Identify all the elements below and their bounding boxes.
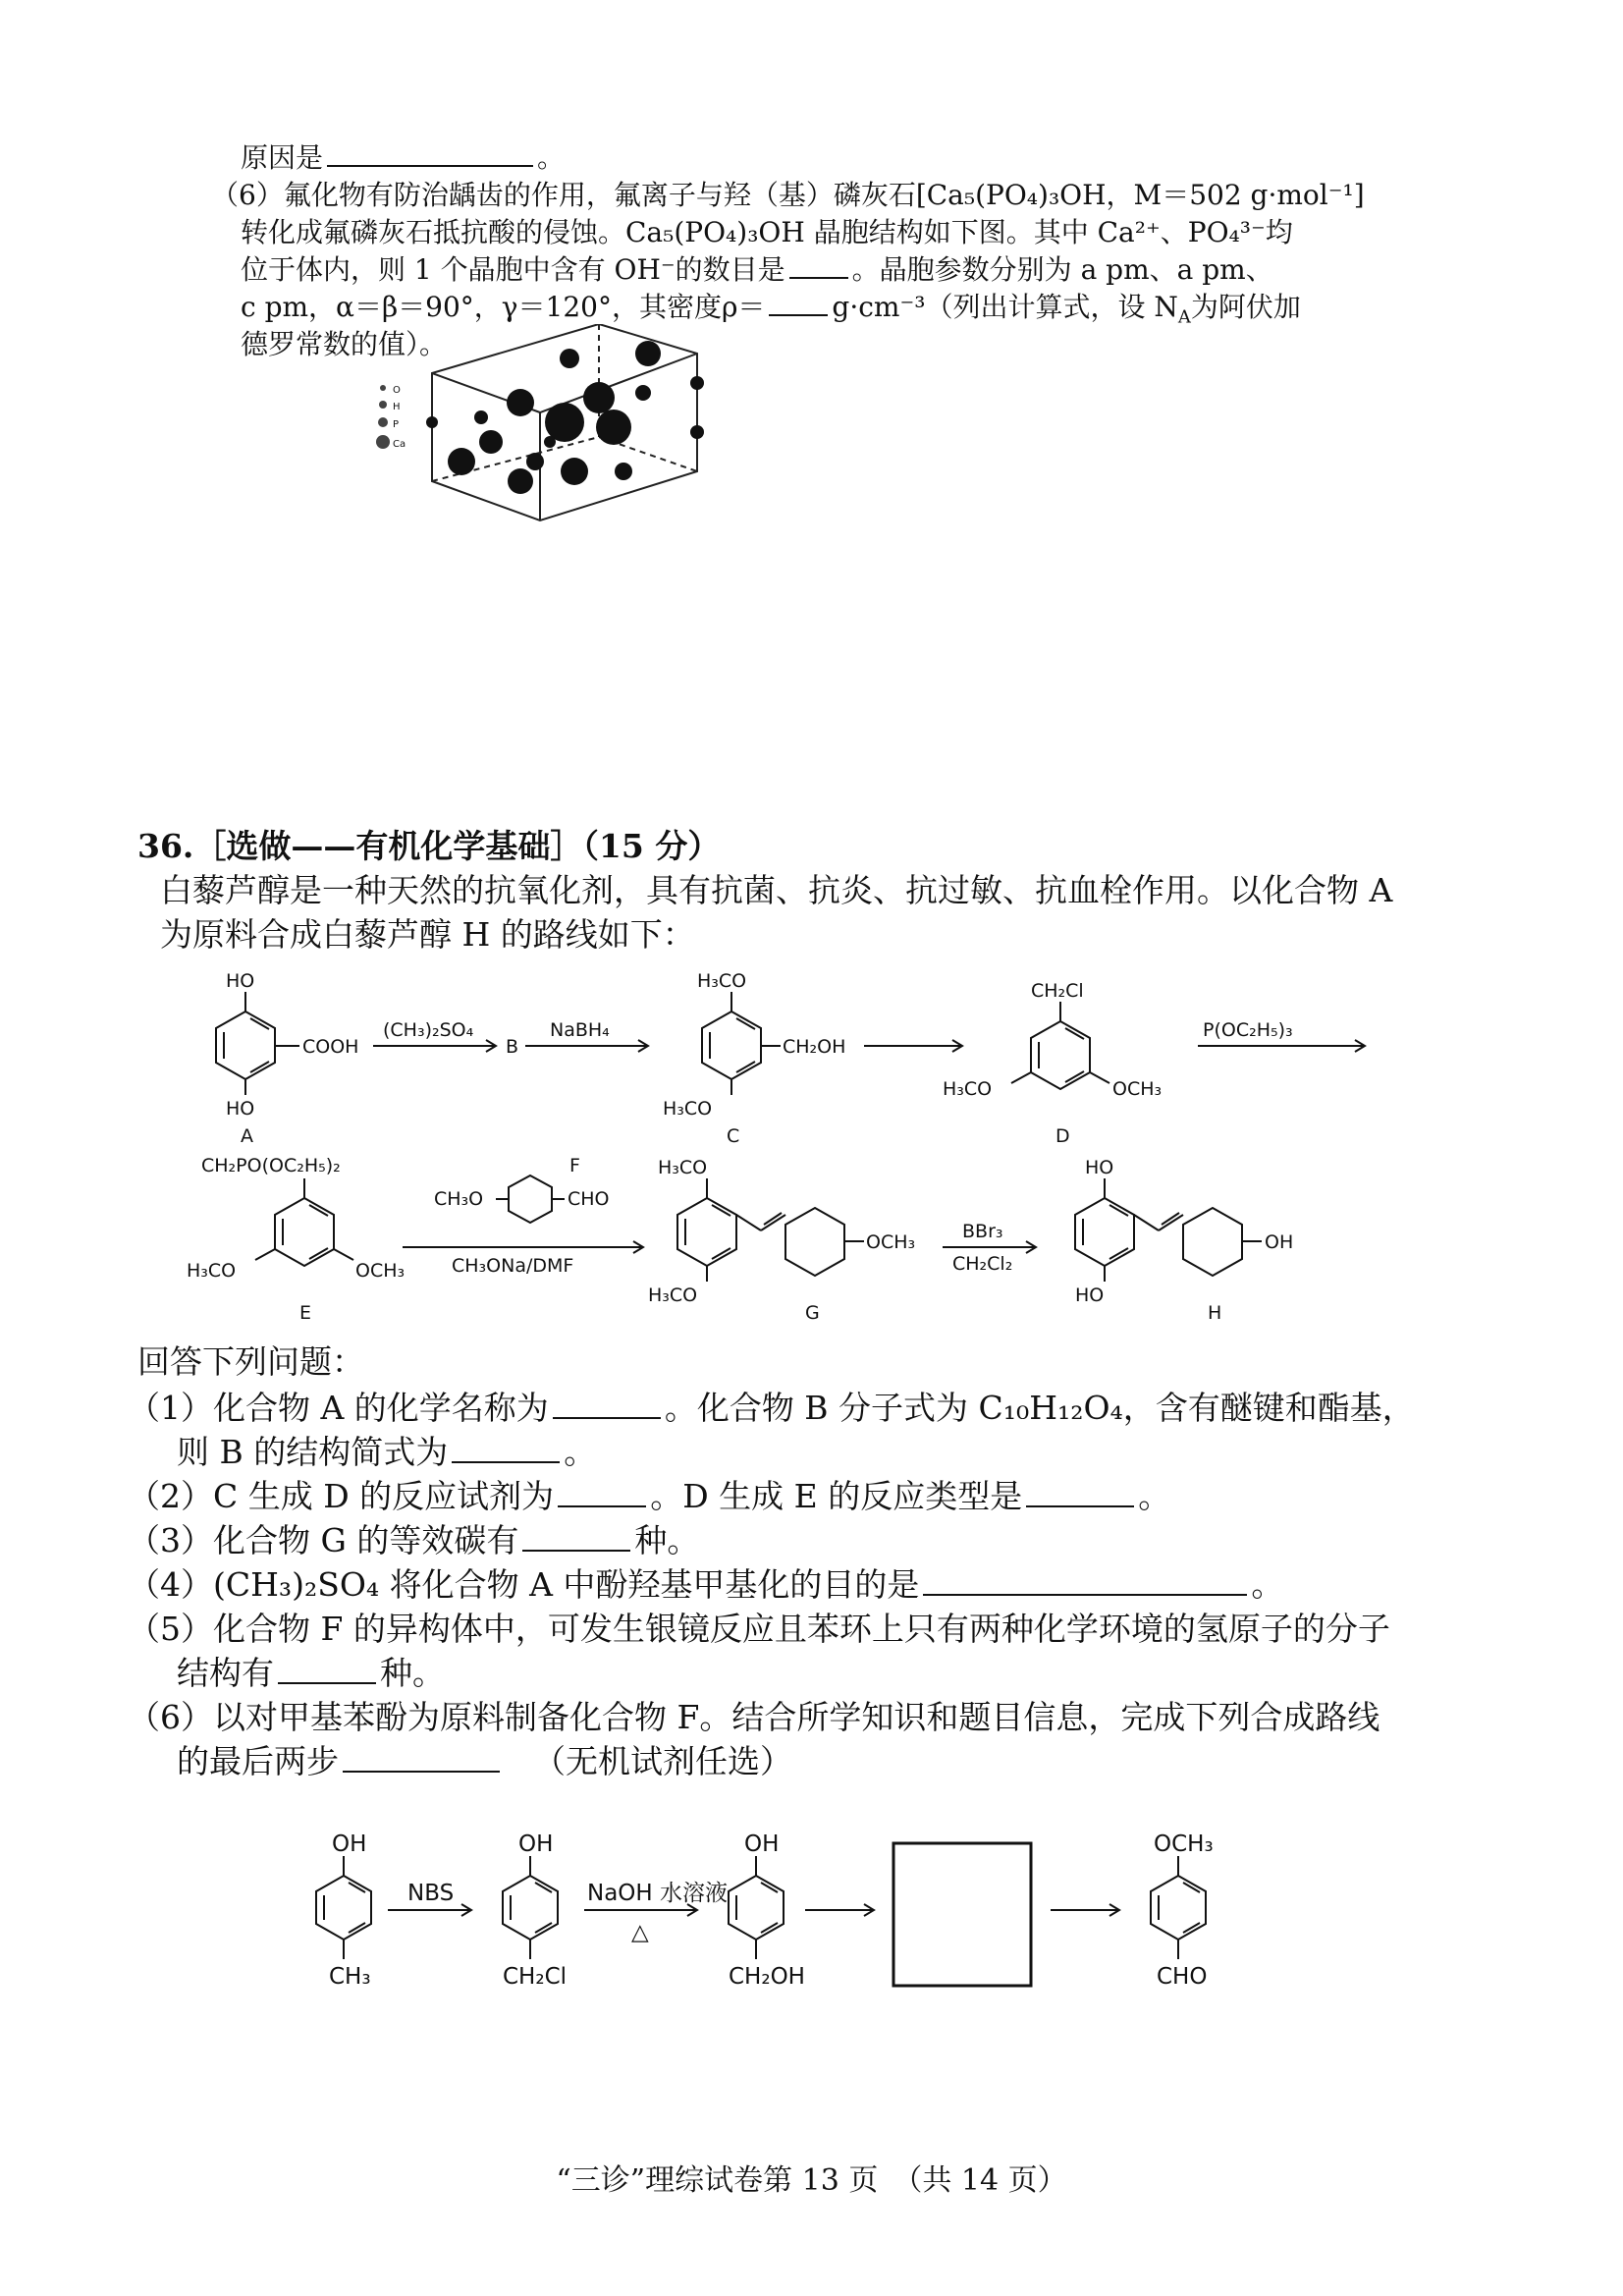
legend-p: P: [393, 419, 400, 430]
oh-count-blank[interactable]: [789, 276, 848, 279]
reagent-1: (CH₃)₂SO₄: [383, 1019, 474, 1041]
route-s5-top: OCH₃: [1154, 1831, 1214, 1857]
route-s2-top: OH: [518, 1831, 554, 1857]
sub6-line5: 德罗常数的值）。: [241, 328, 448, 360]
D-sub-3: OCH₃: [1112, 1078, 1163, 1100]
route-s3-bottom: CH₂OH: [729, 1964, 805, 1990]
sub6-line4: c pm，α＝β＝90°，γ＝120°，其密度ρ＝ g·cm⁻³（列出计算式，设 $N_A$为阿伏加: [241, 291, 1301, 328]
route-s3-top: OH: [744, 1831, 780, 1857]
F-sub-1: CH₃O: [434, 1188, 484, 1210]
legend-h: H: [393, 402, 401, 412]
q3-blank[interactable]: [522, 1549, 630, 1552]
route-r2b: △: [631, 1920, 649, 1945]
legend-o: O: [393, 385, 401, 396]
q36-intro2: 为原料合成白藜芦醇 H 的路线如下：: [160, 915, 695, 954]
label-E: E: [299, 1302, 312, 1324]
D-sub-1: CH₂Cl: [1031, 980, 1084, 1002]
label-F: F: [569, 1155, 580, 1176]
scheme-row2: [187, 1154, 1424, 1326]
C-sub-1: H₃CO: [697, 970, 747, 992]
sub6-line2: 转化成氟磷灰石抵抗酸的侵蚀。Ca₅(PO₄)₃OH 晶胞结构如下图。其中 Ca²⁺、PO₄³⁻均: [241, 216, 1293, 248]
reason-blank[interactable]: [327, 164, 533, 167]
q4-blank[interactable]: [923, 1593, 1247, 1596]
label-A: A: [241, 1125, 253, 1147]
E-sub-3: OCH₃: [355, 1260, 406, 1282]
G-sub-3: OCH₃: [866, 1231, 916, 1253]
q5-blank[interactable]: [278, 1681, 376, 1684]
route-r1: NBS: [407, 1881, 455, 1906]
A-sub-ho1: HO: [226, 970, 255, 992]
route-r2: NaOH 水溶液: [587, 1881, 729, 1906]
q1-blank2[interactable]: [452, 1460, 560, 1463]
F-sub-2: CHO: [568, 1188, 610, 1210]
q2-blank2[interactable]: [1026, 1504, 1134, 1507]
label-B: B: [506, 1036, 519, 1058]
q5-line2: 结构有 种。: [177, 1654, 445, 1692]
q5-line1: （5）化合物 F 的异构体中，可发生银镜反应且苯环上只有两种化学环境的氢原子的分子: [128, 1610, 1390, 1648]
q6-line2: 的最后两步 （无机试剂任选）: [177, 1742, 792, 1780]
page-footer: “三诊”理综试卷第 13 页 （共 14 页）: [556, 2163, 1067, 2198]
D-sub-2: H₃CO: [943, 1078, 993, 1100]
reagent-4: CH₃ONa/DMF: [452, 1255, 574, 1277]
G-sub-2: H₃CO: [648, 1285, 698, 1306]
q6-blank[interactable]: [343, 1770, 500, 1773]
label-G: G: [805, 1302, 820, 1324]
q2-blank1[interactable]: [558, 1504, 646, 1507]
q36-intro1: 白藜芦醇是一种天然的抗氧化剂，具有抗菌、抗炎、抗过敏、抗血栓作用。以化合物 A: [160, 871, 1393, 909]
density-blank[interactable]: [769, 313, 828, 316]
route-s2-bottom: CH₂Cl: [503, 1964, 568, 1990]
sub6-line1: （6）氟化物有防治龋齿的作用，氟离子与羟（基）磷灰石[Ca₅(PO₄)₃OH，M＝502 g·mol⁻¹]: [211, 179, 1365, 211]
reagent-2: NaBH₄: [550, 1019, 610, 1041]
q6-line1: （6）以对甲基苯酚为原料制备化合物 F。结合所学知识和题目信息，完成下列合成路线: [128, 1698, 1380, 1736]
H-sub-2: HO: [1075, 1285, 1105, 1306]
reason-line: 原因是 。: [241, 141, 566, 174]
q4-line: （4）(CH₃)₂SO₄ 将化合物 A 中酚羟基甲基化的目的是 。: [128, 1565, 1284, 1604]
q1-line2: 则 B 的结构简式为 。: [177, 1433, 597, 1471]
ask: 回答下列问题：: [137, 1342, 364, 1381]
q3-line: （3）化合物 G 的等效碳有 种。: [128, 1521, 700, 1559]
H-sub-3: OH: [1265, 1231, 1294, 1253]
legend-ca: Ca: [393, 439, 406, 450]
q2-line: （2）C 生成 D 的反应试剂为 。D 生成 E 的反应类型是 。: [128, 1477, 1171, 1515]
route-s5-bottom: CHO: [1157, 1964, 1208, 1990]
C-sub-2: H₃CO: [663, 1098, 713, 1120]
unit-cell-figure: [373, 324, 727, 540]
A-sub-ho2: HO: [226, 1098, 255, 1120]
reagent-5b: CH₂Cl₂: [952, 1253, 1013, 1275]
sub6-line3: 位于体内，则 1 个晶胞中含有 OH⁻的数目是 。晶胞参数分别为 a pm、a pm、: [241, 253, 1273, 286]
C-sub-3: CH₂OH: [783, 1036, 846, 1058]
scheme-row1: [187, 967, 1394, 1149]
E-sub-2: H₃CO: [187, 1260, 237, 1282]
E-sub-1: CH₂PO(OC₂H₅)₂: [201, 1155, 341, 1176]
q1-blank1[interactable]: [553, 1416, 661, 1419]
reagent-3: P(OC₂H₅)₃: [1203, 1019, 1293, 1041]
A-sub-cooh: COOH: [302, 1036, 359, 1058]
H-sub-1: HO: [1085, 1157, 1114, 1178]
label-C: C: [727, 1125, 740, 1147]
reagent-5a: BBr₃: [962, 1221, 1003, 1242]
label-H: H: [1208, 1302, 1222, 1324]
q36-title: 36.［选做——有机化学基础］（15 分）: [137, 827, 721, 865]
label-D: D: [1055, 1125, 1070, 1147]
route-s1-top: OH: [332, 1831, 367, 1857]
G-sub-1: H₃CO: [658, 1157, 708, 1178]
route-s1-bottom: CH₃: [329, 1964, 371, 1990]
route-figure: [285, 1822, 1316, 2018]
q1-line1: （1）化合物 A 的化学名称为 。化合物 B 分子式为 C₁₀H₁₂O₄，含有醚键和酯基，: [128, 1389, 1415, 1427]
